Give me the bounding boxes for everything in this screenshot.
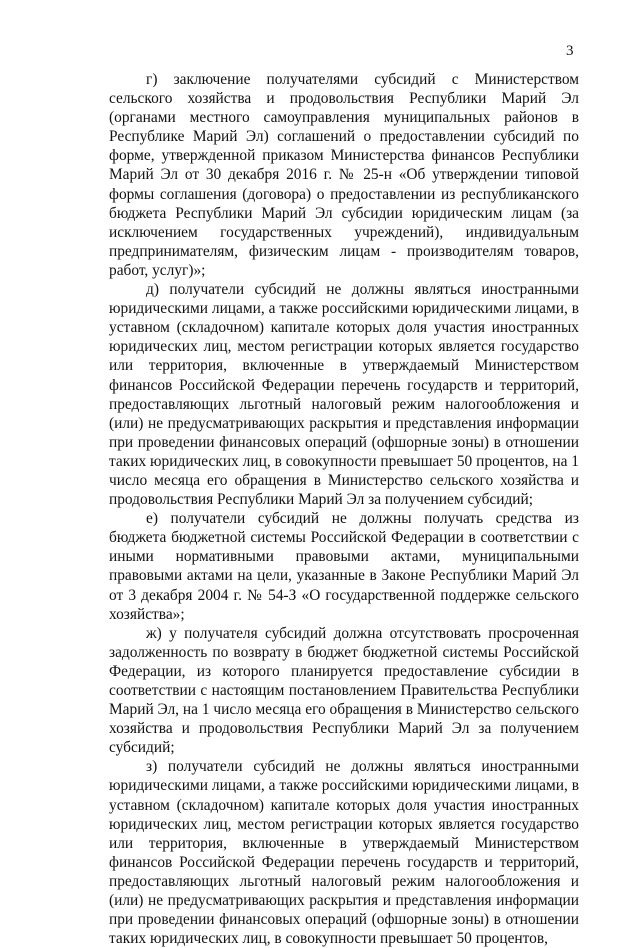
paragraph-d: д) получатели субсидий не должны являться иностранными юридическими лицами, а также российскими юридическими лицами, в уставном (складочном) капитале которых доля участия иностранных юридических лиц, местом регистрации которых является государство или территория, включенные в утверждаемый Министерством финансов Российской Федерации перечень государств и территорий, предоставляющих льготный налоговый режим налогообложения и (или) не предусматривающих раскрытия и представления информации при проведении финансовых операций (офшорные зоны) в отношении таких юридических лиц, в совокупности превышает 50 процентов, на 1 число месяца его обращения в Министерство сельского хозяйства и продовольствия Республики Марий Эл за получением субсидий; [109,281,579,509]
paragraph-z: з) получатели субсидий не должны являться иностранными юридическими лицами, а также российскими юридическими лицами, в уставном (складочном) капитале которых доля участия иностранных юридических лиц, местом регистрации которых является государство или территория, включенные в утверждаемый Министерством финансов Российской Федерации перечень государств и территорий, предоставляющих льготный налоговый режим налогообложения и (или) не предусматривающих раскрытия и представления информации при проведении финансовых операций (офшорные зоны) в отношении таких юридических лиц, в совокупности превышает 50 процентов, [109,758,579,948]
paragraph-zh: ж) у получателя субсидий должна отсутствовать просроченная задолженность по возврату в бюджет бюджетной системы Российской Федерации, из которого планируется предоставление субсидии в соответствии с настоящим постановлением Правительства Республики Марий Эл, на 1 число месяца его обращения в Министерство сельского хозяйства и продовольствия Республики Марий Эл за получением субсидий; [109,624,579,757]
paragraph-g: г) заключение получателями субсидий с Министерством сельского хозяйства и продовольствия Республики Марий Эл (органами местного самоуправления муниципальных районов в Республике Марий Эл) соглашений о предоставлении субсидий по форме, утвержденной приказом Министерства финансов Республики Марий Эл от 30 декабря 2016 г. № 25-н «Об утверждении типовой формы соглашения (договора) о предоставлении из республиканского бюджета Республики Марий Эл субсидии юридическим лицам (за исключением государственных учреждений), индивидуальным предпринимателям, физическим лицам - производителям товаров, работ, услуг)»; [109,71,579,279]
document-body [109,70,579,948]
paragraph-e: е) получатели субсидий не должны получать средства из бюджета бюджетной системы Российской Федерации в соответствии с иными нормативными правовыми актами, муниципальными правовыми актами на цели, указанные в Законе Республики Марий Эл от 3 декабря 2004 г. № 54-З «О государственной поддержке сельского хозяйства»; [109,510,579,623]
page-number: 3 [566,43,574,59]
